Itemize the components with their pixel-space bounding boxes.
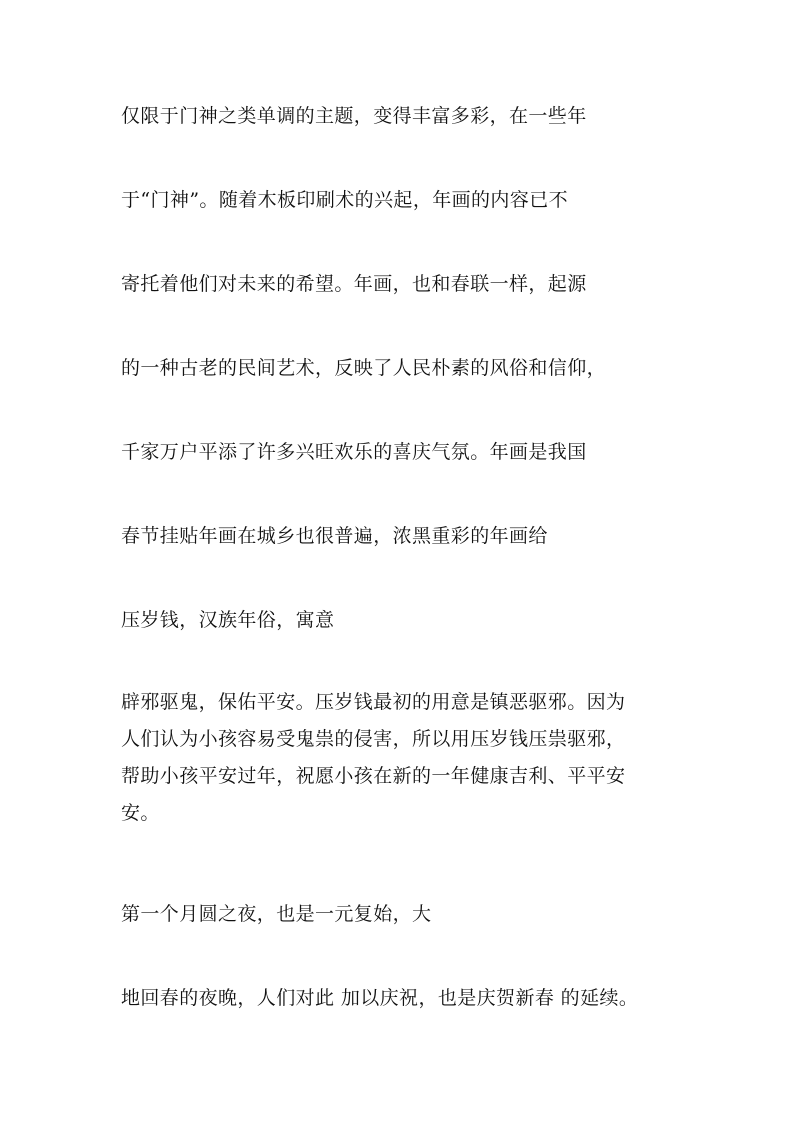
text-line: 地回春的夜晚，人们对此 加以庆祝，也是庆贺新春 的延续。 [121,987,639,1009]
text-line: 的一种古老的民间艺术，反映了人民朴素的风俗和信仰， [121,357,607,379]
text-line: 于“门神”。随着木板印刷术的兴起，年画的内容已不 [121,189,569,211]
text-line: 春节挂贴年画在城乡也很普遍，浓黑重彩的年画给 [121,525,548,547]
text-line: 千家万户平添了许多兴旺欢乐的喜庆气氛。年画是我国 [121,441,587,463]
text-line: 仅限于门神之类单调的主题，变得丰富多彩，在一些年 [121,105,587,127]
text-line: 寄托着他们对未来的希望。年画，也和春联一样，起源 [121,273,587,295]
text-line: 帮助小孩平安过年，祝愿小孩在新的一年健康吉利、平平安 [121,765,626,787]
text-line: 辟邪驱鬼，保佑平安。压岁钱最初的用意是镇恶驱邪。因为 [121,691,626,713]
text-line: 安。 [121,802,160,824]
text-line: 人们认为小孩容易受鬼祟的侵害，所以用压岁钱压祟驱邪， [121,728,626,750]
text-line: 第一个月圆之夜，也是一元复始，大 [121,903,432,925]
text-line: 压岁钱，汉族年俗，寓意 [121,609,335,631]
